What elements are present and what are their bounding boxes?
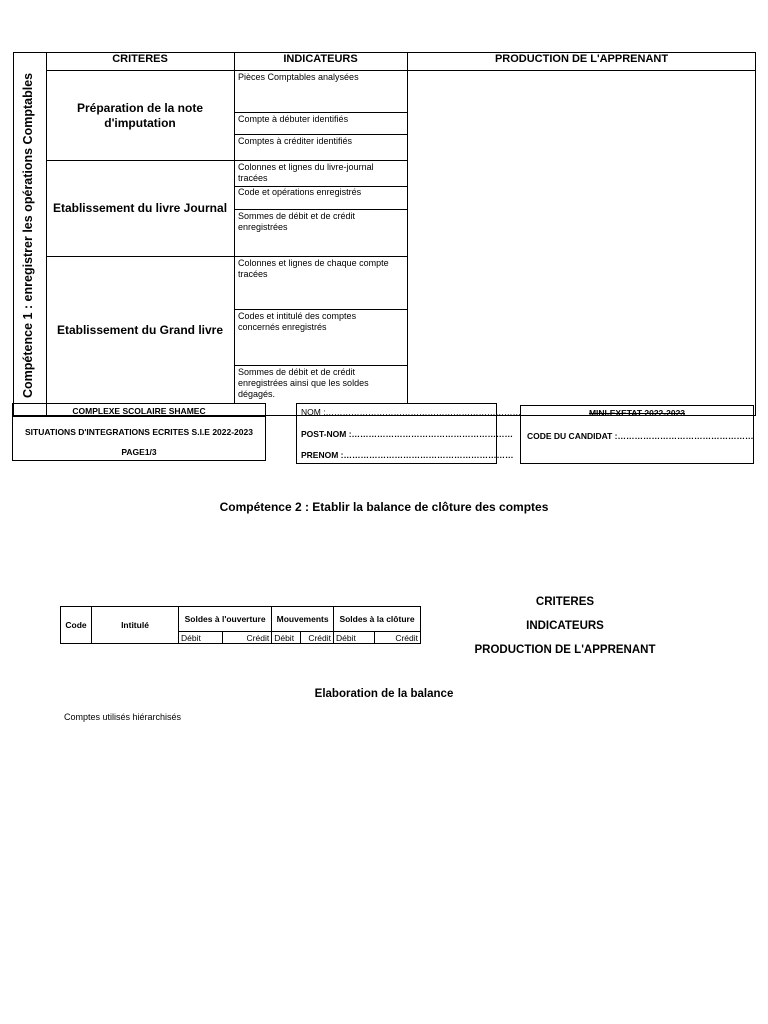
competence-1-label: Compétence 1 : enregistrer les opérations Comptables (21, 72, 35, 398)
indicateur-colonnes-journal: Colonnes et lignes du livre-journal tracées (238, 162, 374, 183)
postnom-field: POST-NOM :………………………………………………… (301, 429, 514, 439)
mini-exetat-title: MINI-EXETAT 2022-2023 (588, 408, 686, 418)
col-intitule: Intitulé (92, 607, 179, 644)
debit-mouvements: Débit (272, 632, 301, 644)
indicateur-comptes-crediter: Comptes à créditer identifiés (238, 136, 353, 146)
exam-title: SITUATIONS D'INTEGRATIONS ECRITES S.I.E 2022-2023 (25, 427, 253, 437)
competence-2-production: PRODUCTION DE L'APPRENANT (474, 644, 656, 656)
credit-ouverture: Crédit (223, 632, 272, 644)
competence-2-title: Compétence 2 : Etablir la balance de clôture des comptes (219, 500, 549, 514)
critere-livre-journal: Etablissement du livre Journal (52, 201, 228, 215)
critere-grand-livre: Etablissement du Grand livre (56, 323, 224, 337)
credit-mouvements: Crédit (301, 632, 334, 644)
header-criteres: CRITERES (112, 53, 168, 65)
indicateur-sommes-soldes: Sommes de débit et de crédit enregistrées ainsi que les soldes dégagés. (238, 367, 369, 399)
comptes-utilises: Comptes utilisés hiérarchisés (64, 712, 182, 722)
nom-field: NOM :…………………………………………………………… (301, 407, 522, 417)
elaboration-balance: Elaboration de la balance (314, 688, 454, 700)
critere-note-imputation: Préparation de la note d'imputation (76, 100, 204, 130)
col-mouvements: Mouvements (272, 607, 334, 632)
indicateur-sommes-journal: Sommes de débit et de crédit enregistrées (238, 211, 356, 232)
indicateur-compte-debuter: Compte à débuter identifiés (238, 114, 349, 124)
competence-2-indicateurs: INDICATEURS (526, 620, 604, 632)
credit-cloture: Crédit (375, 632, 421, 644)
debit-cloture: Débit (334, 632, 375, 644)
competence-2-criteres: CRITERES (535, 596, 595, 608)
balance-table (60, 606, 421, 644)
code-candidat-field: CODE DU CANDIDAT :………………………………………… (527, 431, 754, 441)
col-soldes-cloture: Soldes à la clôture (334, 607, 421, 632)
indicateur-code-operations: Code et opérations enregistrés (238, 187, 362, 197)
indicateur-colonnes-compte: Colonnes et lignes de chaque compte tracées (238, 258, 389, 279)
col-code: Code (61, 607, 92, 644)
indicateur-pieces-comptables: Pièces Comptables analysées (238, 72, 359, 82)
prenom-field: PRENOM :…………………………………………………… (301, 450, 514, 460)
header-indicateurs: INDICATEURS (283, 53, 358, 65)
debit-ouverture: Débit (179, 632, 223, 644)
col-soldes-ouverture: Soldes à l'ouverture (179, 607, 272, 632)
school-name: COMPLEXE SCOLAIRE SHAMEC (72, 406, 206, 416)
indicateur-codes-intitule: Codes et intitulé des comptes concernés enregistrés (238, 311, 357, 332)
header-production: PRODUCTION DE L'APPRENANT (494, 53, 669, 65)
page-number: PAGE1/3 (121, 447, 157, 457)
